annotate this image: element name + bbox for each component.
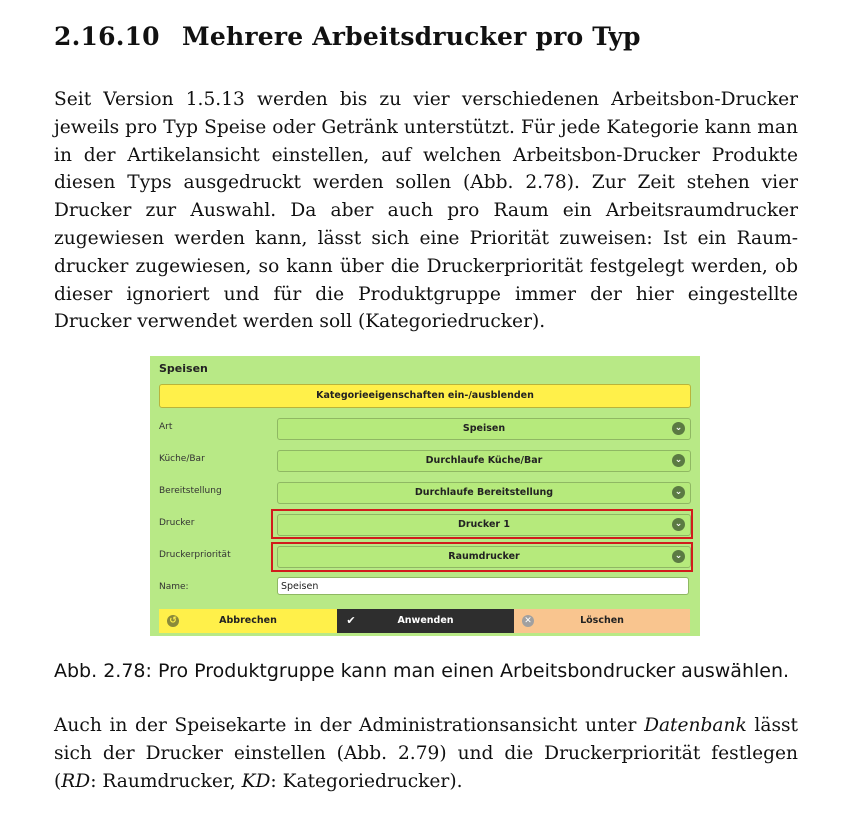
emphasis-rd: RD bbox=[61, 770, 91, 792]
body-paragraph-1: Seit Version 1.5.13 werden bis zu vier verschiedenen Arbeitsbon-Drucker jeweils pro Typ Speise oder Getränk unterstützt. Für jede Kategorie kann man in der Artikelansicht einstellen, auf welchen Arbeitsbon-Drucker Produkte diesen Typs ausgedruckt werden sollen (Abb. 2.78). Zur Zeit stehen vier Drucker zur Auswahl. Da aber auch pro Raum ein Arbeitsraumdrucker zugewiesen werden kann, lässt sich eine Priorität zuweisen: Ist ein Raumdrucker zugewiesen, so kann über die Druckerpriorität festgelegt werden, ob dieser ignoriert und für die Produktgruppe immer der hier eingestellte Drucker verwendet werden soll (Kategoriedrucker). bbox=[54, 89, 798, 333]
cancel-button-label: Abbrechen bbox=[219, 615, 277, 626]
section-number: 2.16.10 bbox=[54, 22, 160, 51]
close-icon: ✕ bbox=[522, 615, 534, 627]
select-bereitstellung-value: Durchlaufe Bereitstellung bbox=[414, 487, 554, 498]
checkmark-icon: ✔ bbox=[346, 614, 356, 627]
delete-button-label: Löschen bbox=[580, 615, 624, 626]
apply-button[interactable] bbox=[337, 609, 514, 633]
row-label-kueche-bar: Küche/Bar bbox=[159, 454, 205, 464]
emphasis-datenbank: Datenbank bbox=[644, 715, 747, 736]
name-input[interactable]: Speisen bbox=[277, 577, 689, 595]
row-label-druckerprioritaet: Druckerpriorität bbox=[159, 550, 231, 560]
row-label-drucker: Drucker bbox=[159, 518, 195, 528]
select-drucker-value: Drucker 1 bbox=[457, 519, 511, 530]
chevron-down-icon: ⌄ bbox=[672, 422, 685, 435]
chevron-down-icon: ⌄ bbox=[672, 518, 685, 531]
select-druckerprioritaet[interactable] bbox=[277, 546, 691, 568]
section-heading bbox=[54, 22, 641, 51]
figure-caption: Abb. 2.78: Pro Produktgruppe kann man einen Arbeitsbondrucker auswählen. bbox=[54, 660, 790, 682]
select-kueche-bar[interactable] bbox=[277, 450, 691, 472]
body-paragraph-2 bbox=[54, 712, 798, 795]
select-art[interactable] bbox=[277, 418, 691, 440]
figure-category-settings bbox=[150, 356, 700, 636]
apply-button-label: Anwenden bbox=[397, 615, 454, 626]
select-art-value: Speisen bbox=[462, 423, 506, 434]
delete-button[interactable] bbox=[514, 609, 690, 633]
cancel-button[interactable] bbox=[159, 609, 337, 633]
select-kueche-bar-value: Durchlaufe Küche/Bar bbox=[425, 455, 543, 466]
category-title: Speisen bbox=[159, 362, 208, 375]
section-title: Mehrere Arbeitsdrucker pro Typ bbox=[182, 22, 641, 51]
row-label-bereitstellung: Bereitstellung bbox=[159, 486, 222, 496]
undo-icon: ↺ bbox=[167, 615, 179, 627]
paragraph-2-text-2: lässt sich der Drucker einstellen (Abb. 2.79) und die Druckerpriorität festlegen ( bbox=[54, 715, 799, 792]
chevron-down-icon: ⌄ bbox=[672, 486, 685, 499]
toggle-properties-button[interactable]: Kategorieeigenschaften ein-/ausblenden bbox=[159, 384, 691, 408]
paragraph-2-text-1: Auch in der Speisekarte in der Administrationsansicht unter bbox=[54, 715, 645, 736]
chevron-down-icon: ⌄ bbox=[672, 454, 685, 467]
paragraph-2-text-4: : Kategoriedrucker). bbox=[270, 770, 463, 792]
chevron-down-icon: ⌄ bbox=[672, 550, 685, 563]
paragraph-2-text-3: : Raumdrucker, bbox=[90, 770, 242, 792]
select-druckerprioritaet-value: Raumdrucker bbox=[448, 551, 520, 562]
name-label: Name: bbox=[159, 582, 189, 592]
select-drucker[interactable] bbox=[277, 514, 691, 536]
select-bereitstellung[interactable] bbox=[277, 482, 691, 504]
emphasis-kd: KD bbox=[241, 770, 271, 792]
row-label-art: Art bbox=[159, 422, 173, 432]
